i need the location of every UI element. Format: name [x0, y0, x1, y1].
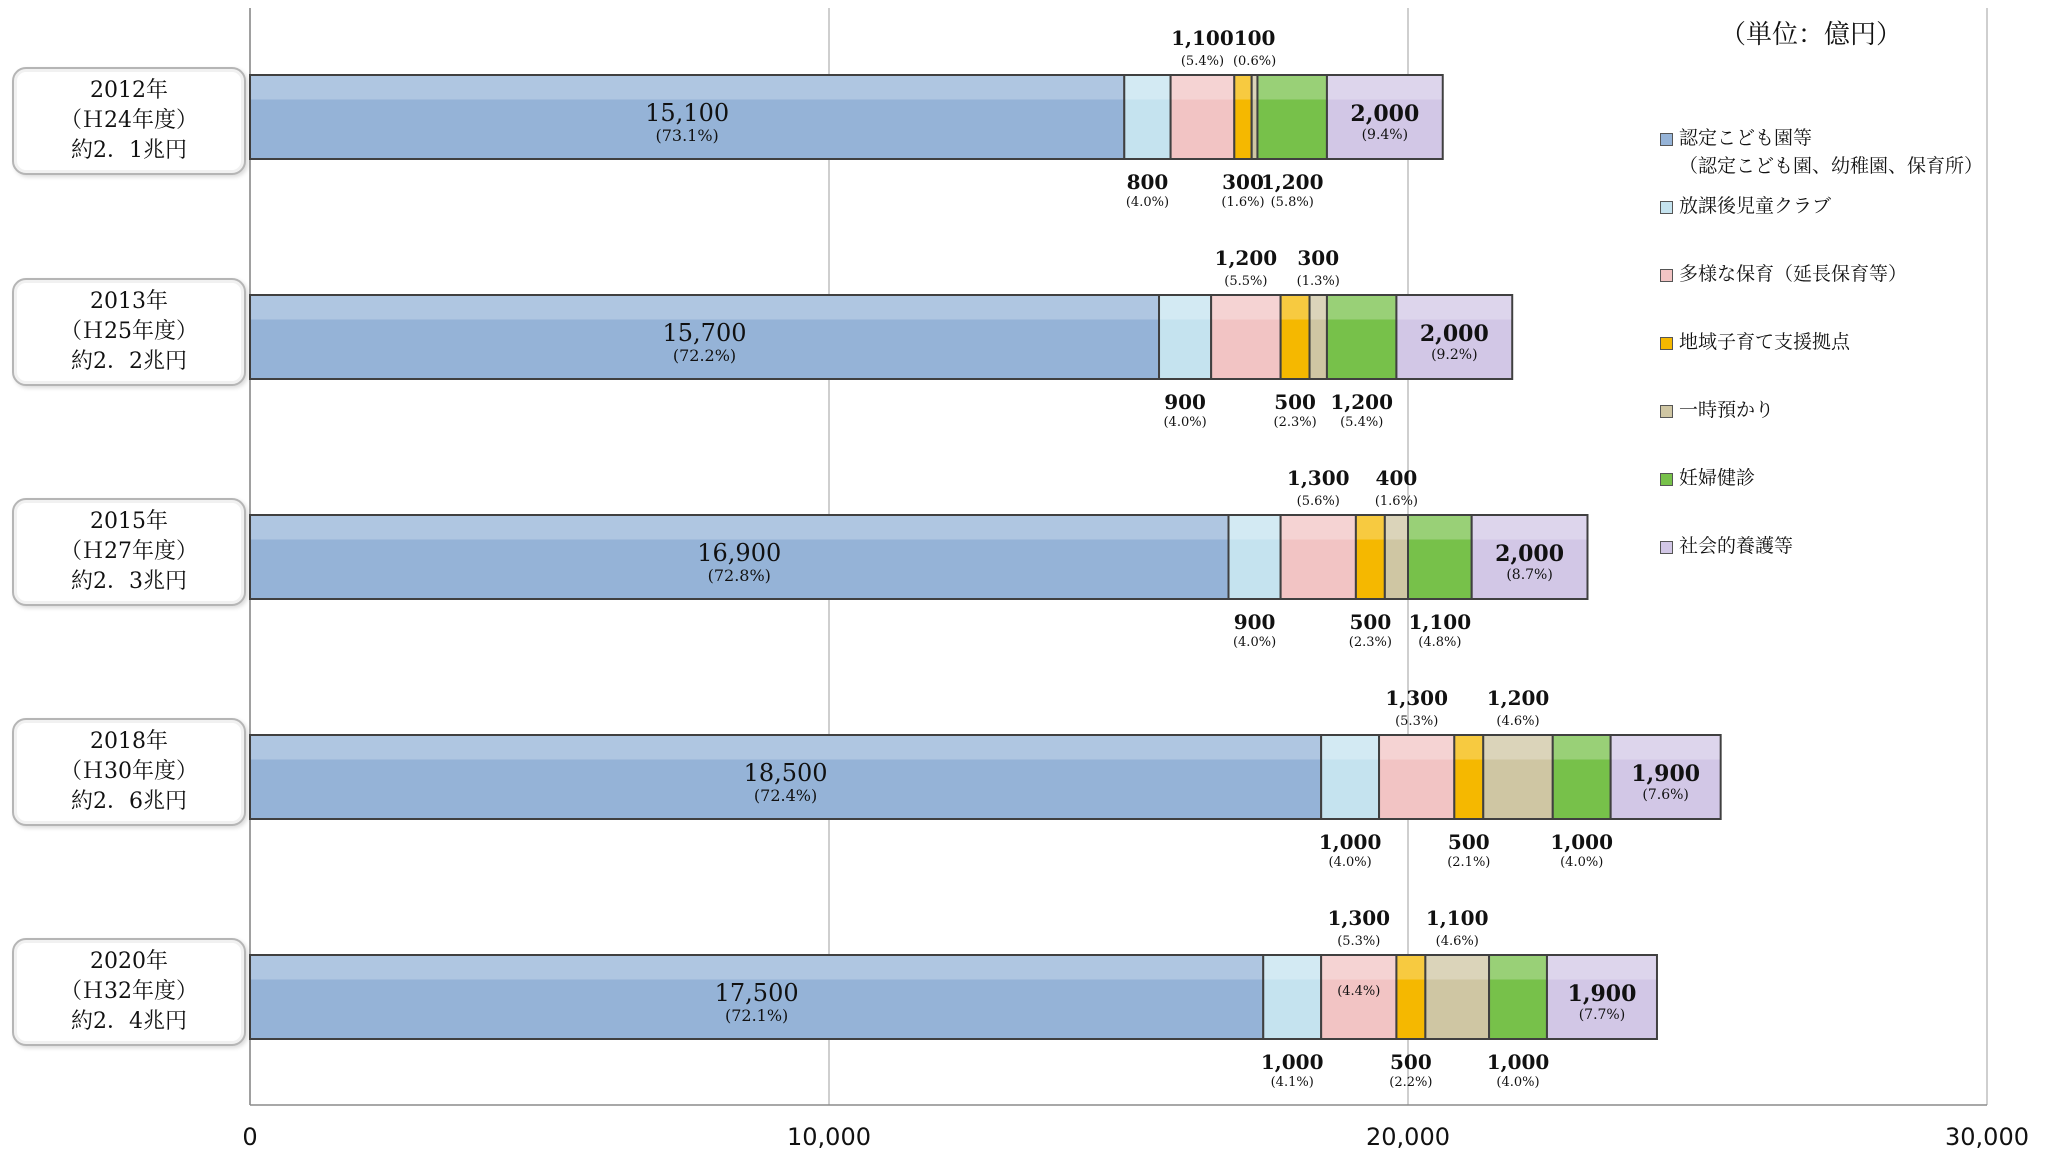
data-label: 1,200 — [1260, 170, 1324, 194]
data-label: 1,300 — [1327, 906, 1391, 930]
data-label-pct: (4.0%) — [1125, 195, 1170, 210]
data-label-pct: (4.4%) — [1337, 984, 1381, 999]
data-label-pct: (4.1%) — [1270, 1075, 1314, 1090]
bar-highlight — [1409, 516, 1471, 540]
bar-highlight — [1328, 296, 1395, 320]
data-label-pct: (5.4%) — [1180, 54, 1225, 69]
legend-swatch — [1660, 473, 1673, 486]
data-label: 1,200 — [1330, 390, 1394, 414]
bar-highlight — [251, 296, 1158, 320]
data-label-pct: (4.6%) — [1435, 934, 1479, 949]
data-label: 1,200 — [1214, 246, 1278, 270]
bar-highlight — [1258, 76, 1325, 100]
category-year: 2015年 — [90, 509, 168, 534]
bar-highlight — [1473, 516, 1587, 540]
data-label-pct: (2.3%) — [1273, 415, 1317, 430]
data-label-pct: (73.1%) — [655, 126, 719, 145]
data-label-pct: (4.8%) — [1418, 635, 1462, 650]
data-label-pct: (72.4%) — [753, 786, 818, 805]
data-label: 1,000 — [1318, 830, 1382, 854]
data-label: 800 — [1126, 170, 1169, 194]
category-fiscal-year: （Ｈ25年度） — [60, 319, 198, 344]
legend — [1660, 124, 2040, 600]
data-label-pct: (5.8%) — [1270, 195, 1314, 210]
data-label: 300 — [1297, 246, 1340, 270]
data-label: 400 — [1375, 466, 1418, 490]
data-label: 18,500 — [743, 759, 828, 787]
category-total: 約2．4兆円 — [71, 1009, 187, 1034]
data-label: 300 — [1222, 170, 1264, 194]
data-label: 500 — [1274, 390, 1316, 414]
category-total: 約2．1兆円 — [71, 138, 187, 163]
category-total: 約2．2兆円 — [71, 349, 187, 374]
bar-highlight — [1386, 516, 1407, 540]
bar-highlight — [251, 76, 1123, 100]
unit-label: （単位：億円） — [1720, 20, 1903, 50]
data-label-pct: (2.2%) — [1389, 1075, 1433, 1090]
data-label: 17,500 — [714, 979, 799, 1007]
data-label-pct: (0.6%) — [1232, 54, 1277, 69]
legend-item — [1660, 260, 2040, 328]
bar-highlight — [1455, 736, 1482, 760]
legend-label: 一時預かり — [1679, 399, 1775, 421]
data-label: 16,900 — [697, 539, 782, 567]
data-label: 1,300 — [1385, 686, 1449, 710]
legend-swatch — [1660, 201, 1673, 214]
bar-highlight — [1264, 956, 1320, 980]
data-label: 2,000 — [1350, 101, 1420, 127]
bar-highlight — [1311, 296, 1326, 320]
bar-highlight — [1212, 296, 1279, 320]
category-fiscal-year: （Ｈ32年度） — [60, 979, 198, 1004]
data-label: 2,000 — [1419, 321, 1489, 347]
bar-highlight — [251, 736, 1320, 760]
data-label: 500 — [1390, 1050, 1432, 1074]
data-label: 15,100 — [645, 99, 730, 127]
data-label-pct: (8.7%) — [1506, 567, 1553, 583]
category-label-2020 — [12, 938, 246, 1046]
category-year: 2020年 — [90, 949, 168, 974]
category-label-2018 — [12, 718, 246, 826]
data-label-pct: (7.7%) — [1578, 1007, 1626, 1023]
legend-label: 妊婦健診 — [1679, 467, 1756, 489]
data-label-pct: (7.6%) — [1642, 787, 1689, 803]
legend-swatch — [1660, 269, 1673, 282]
data-label: 1,100 — [1408, 610, 1472, 634]
data-label-pct: (2.1%) — [1447, 855, 1491, 870]
data-label-pct: (1.6%) — [1374, 494, 1419, 509]
data-label-pct: (2.3%) — [1348, 635, 1392, 650]
data-label-pct: (9.4%) — [1361, 127, 1409, 143]
legend-label: 認定こども園等 （認定こども園、幼稚園、保育所） — [1679, 127, 1984, 177]
bar-highlight — [1282, 516, 1355, 540]
data-label-pct: (5.6%) — [1296, 494, 1340, 509]
category-fiscal-year: （Ｈ24年度） — [60, 108, 198, 133]
category-fiscal-year: （Ｈ30年度） — [60, 759, 198, 784]
bar-highlight — [1253, 76, 1257, 100]
data-label: 500 — [1447, 830, 1490, 854]
bar-highlight — [1282, 296, 1309, 320]
bar-highlight — [1322, 736, 1378, 760]
data-label-pct: (4.0%) — [1328, 855, 1372, 870]
data-label: 2,000 — [1495, 541, 1565, 567]
data-label: 1,000 — [1550, 830, 1614, 854]
category-year: 2018年 — [90, 729, 168, 754]
legend-item — [1660, 532, 2040, 600]
legend-swatch — [1660, 541, 1673, 554]
legend-swatch — [1660, 337, 1673, 350]
data-label-pct: (72.1%) — [724, 1006, 789, 1025]
data-label-pct: (72.8%) — [707, 566, 771, 585]
legend-item — [1660, 464, 2040, 532]
legend-item — [1660, 192, 2040, 260]
category-label-2012 — [12, 67, 246, 175]
data-label-pct: (72.2%) — [672, 346, 737, 365]
category-total: 約2．3兆円 — [71, 569, 187, 594]
bar-highlight — [1125, 76, 1169, 100]
bar-highlight — [1397, 956, 1424, 980]
bar-highlight — [1426, 956, 1488, 980]
legend-label: 放課後児童クラブ — [1679, 195, 1832, 217]
legend-label: 多様な保育（延長保育等） — [1679, 263, 1908, 285]
bar-highlight — [1490, 956, 1546, 980]
category-total: 約2．6兆円 — [71, 789, 187, 814]
bar-highlight — [1322, 956, 1395, 980]
legend-item — [1660, 396, 2040, 464]
data-label-pct: (5.5%) — [1224, 274, 1268, 289]
category-label-2013 — [12, 278, 246, 386]
legend-item — [1660, 328, 2040, 396]
data-label: 1,100 — [1171, 26, 1234, 50]
legend-swatch — [1660, 405, 1673, 418]
data-label: 1,100 — [1425, 906, 1489, 930]
category-fiscal-year: （Ｈ27年度） — [60, 539, 198, 564]
data-label: 15,700 — [662, 319, 747, 347]
data-label-pct: (4.0%) — [1560, 855, 1604, 870]
bar-highlight — [1357, 516, 1384, 540]
data-label-pct: (1.6%) — [1221, 195, 1265, 210]
bar-highlight — [1612, 736, 1720, 760]
bar-highlight — [1160, 296, 1210, 320]
bar-highlight — [251, 516, 1228, 540]
bar-highlight — [1397, 296, 1511, 320]
bar-highlight — [1235, 76, 1250, 100]
data-label: 100 — [1233, 26, 1276, 50]
data-label-pct: (4.6%) — [1496, 714, 1540, 729]
data-label: 1,200 — [1486, 686, 1550, 710]
data-label-pct: (4.0%) — [1496, 1075, 1540, 1090]
data-label: 900 — [1164, 390, 1206, 414]
legend-swatch — [1660, 133, 1673, 146]
bar-highlight — [1172, 76, 1234, 100]
x-tick-label: 20,000 — [1366, 1123, 1450, 1151]
data-label-pct: (5.3%) — [1337, 934, 1381, 949]
data-label-pct: (5.4%) — [1340, 415, 1384, 430]
legend-label: 地域子育て支援拠点 — [1679, 331, 1851, 353]
x-tick-label: 0 — [242, 1123, 258, 1151]
data-label: 500 — [1349, 610, 1392, 634]
bar-highlight — [1484, 736, 1551, 760]
data-label: 900 — [1233, 610, 1276, 634]
x-tick-label: 30,000 — [1945, 1123, 2029, 1151]
data-label-pct: (1.3%) — [1296, 274, 1340, 289]
data-label-pct: (4.0%) — [1232, 635, 1277, 650]
data-label: 1,000 — [1260, 1050, 1324, 1074]
bar-highlight — [1554, 736, 1610, 760]
bar-highlight — [1380, 736, 1453, 760]
data-label-pct: (9.2%) — [1431, 347, 1478, 363]
data-label-pct: (4.0%) — [1163, 415, 1207, 430]
category-year: 2012年 — [90, 78, 168, 103]
data-label: 1,000 — [1486, 1050, 1550, 1074]
bar-highlight — [1548, 956, 1656, 980]
category-label-2015 — [12, 498, 246, 606]
data-label: 1,900 — [1631, 761, 1701, 787]
data-label: 1,300 — [1286, 466, 1350, 490]
x-tick-label: 10,000 — [787, 1123, 871, 1151]
data-label-pct: (5.3%) — [1395, 714, 1439, 729]
data-label: 1,900 — [1567, 981, 1637, 1007]
bar-highlight — [251, 956, 1262, 980]
legend-label: 社会的養護等 — [1679, 535, 1794, 557]
category-year: 2013年 — [90, 289, 168, 314]
legend-item — [1660, 124, 2040, 192]
bar-highlight — [1328, 76, 1442, 100]
bar-highlight — [1230, 516, 1280, 540]
